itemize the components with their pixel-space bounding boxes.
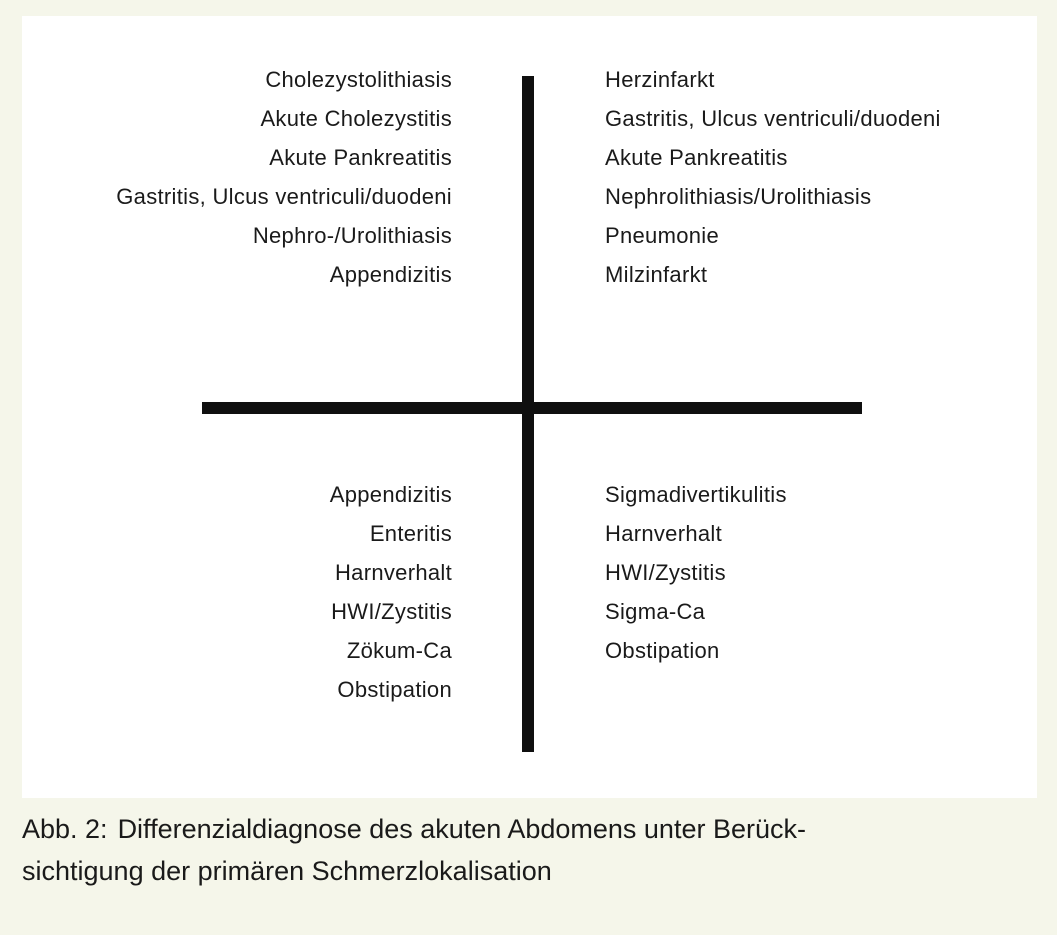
quadrant-lower-right <box>605 475 787 670</box>
vertical-axis <box>522 76 534 752</box>
quadrant-item: Milzinfarkt <box>605 262 708 287</box>
quadrant-item: Nephrolithiasis/Urolithiasis <box>605 184 872 209</box>
quadrant-item: Obstipation <box>605 638 720 663</box>
quadrant-item: Appendizitis <box>329 482 452 507</box>
quadrant-item: Gastritis, Ulcus ventriculi/duodeni <box>116 184 452 209</box>
quadrant-item: Herzinfarkt <box>605 67 715 92</box>
quadrant-item: HWI/Zystitis <box>331 599 452 624</box>
quadrant-item: Cholezystolithiasis <box>265 67 452 92</box>
quadrant-item: Harnverhalt <box>605 521 723 546</box>
quadrant-lower-left <box>330 475 452 709</box>
quadrant-item: Sigmadivertikulitis <box>605 482 787 507</box>
quadrant-item: Appendizitis <box>329 262 452 287</box>
quadrant-item: Obstipation <box>337 677 452 702</box>
quadrant-item: Akute Pankreatitis <box>605 145 788 170</box>
quadrant-item: HWI/Zystitis <box>605 560 726 585</box>
quadrant-item: Zökum-Ca <box>346 638 452 663</box>
quadrant-item: Akute Cholezystitis <box>260 106 452 131</box>
quadrant-item: Harnverhalt <box>334 560 452 585</box>
caption-line-1: Differenzialdiagnose des akuten Abdomens unter Berück- <box>117 814 806 844</box>
horizontal-axis <box>202 402 862 414</box>
quadrant-item: Enteritis <box>369 521 452 546</box>
figure-caption <box>22 808 1037 892</box>
quadrant-item: Pneumonie <box>605 223 719 248</box>
quadrant-item: Akute Pankreatitis <box>269 145 452 170</box>
quadrant-upper-left <box>116 60 452 294</box>
caption-line-2: sichtigung der primären Schmerzlokalisation <box>22 856 552 886</box>
quadrant-item: Sigma-Ca <box>605 599 706 624</box>
diagram-panel <box>22 16 1037 798</box>
caption-label: Abb. 2: <box>22 814 108 844</box>
quadrant-item: Nephro-/Urolithiasis <box>252 223 452 248</box>
quadrant-item: Gastritis, Ulcus ventriculi/duodeni <box>605 106 941 131</box>
quadrant-upper-right <box>605 60 941 294</box>
